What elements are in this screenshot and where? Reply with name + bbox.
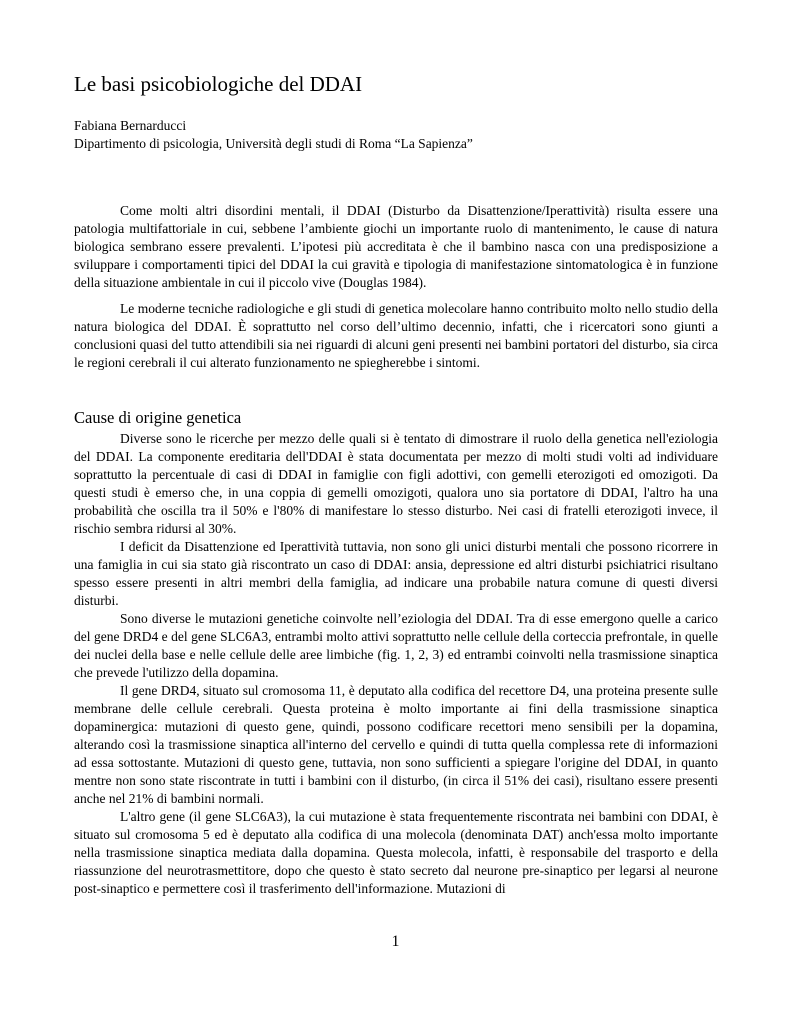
section-heading: Cause di origine genetica: [74, 408, 242, 427]
section-paragraph: Sono diverse le mutazioni genetiche coinvolte nell’eziologia del DDAI. Tra di esse emergono quelle a carico del gene DRD4 e del gene SLC6A3, entrambi molto attivi soprattutto nelle cellule della corteccia prefrontale, in quelle dei nuclei della base e nelle cellule delle aree limbiche (fig. 1, 2, 3) ed entrambi coinvolti nella trasmissione sinaptica che prevede l'utilizzo della dopamina.: [74, 611, 718, 680]
section-paragraph: Il gene DRD4, situato sul cromosoma 11, è deputato alla codifica del recettore D4, una proteina presente sulle membrane delle cellule cerebrali. Questa proteina è molto importante ai fini della trasmissione sinaptica dopaminergica: mutazioni di questo gene, quindi, possono codificare recettori meno sensibili per la dopamina, alterando così la trasmissione sinaptica all'interno del cervello e quindi di tutta quella complessa rete di informazioni ad essa sottostante. Mutazioni di questo gene, tuttavia, non sono sufficienti a spiegare l'origine del DDAI, in quanto mentre non sono state riscontrate in tutti i bambini con il disturbo, (in circa il 51% dei casi), risultano essere presenti anche nel 21% di bambini normali.: [74, 683, 718, 806]
intro-paragraph: Le moderne tecniche radiologiche e gli studi di genetica molecolare hanno contribuito molto nello studio della natura biologica del DDAI. È soprattutto nel corso dell’ultimo decennio, infatti, che i ricercatori sono giunti a conclusioni quasi del tutto attendibili sia nei riguardi di alcuni geni presenti nei bambini portatori del disturbo, sia circa le regioni cerebrali il cui alterato funzionamento ne spiegherebbe i sintomi.: [74, 301, 718, 370]
paper-title: Le basi psicobiologiche del DDAI: [74, 72, 363, 96]
author-name: Fabiana Bernarducci: [74, 118, 187, 133]
author-affiliation: Dipartimento di psicologia, Università degli studi di Roma “La Sapienza”: [74, 136, 473, 151]
section-paragraph: Diverse sono le ricerche per mezzo delle quali si è tentato di dimostrare il ruolo della genetica nell'eziologia del DDAI. La componente ereditaria dell'DDAI è stata documentata per mezzo di molti studi volti ad individuare soprattutto la percentuale di casi di DDAI in famiglie con figli adottivi, con gemelli eterozigoti ed omozigoti. Da questi studi è emerso che, in una coppia di gemelli omozigoti, qualora uno sia portatore di DDAI, l'altro ha una probabilità che oscilla tra il 50% e l'80% di manifestare lo stesso disturbo. Nei casi di fratelli eterozigoti invece, il rischio sembra ridursi al 30%.: [74, 431, 718, 536]
page-number: 1: [391, 933, 400, 950]
section-paragraph: I deficit da Disattenzione ed Iperattività tuttavia, non sono gli unici disturbi mentali che possono ricorrere in una famiglia in cui sia stato già riscontrato un caso di DDAI: ansia, depressione ed altri disturbi psichiatrici risultano spesso essere presenti in altri membri della famiglia, ad indicare una probabile natura comune di questi diversi disturbi.: [74, 539, 718, 608]
section-paragraph: L'altro gene (il gene SLC6A3), la cui mutazione è stata frequentemente riscontrata nei bambini con DDAI, è situato sul cromosoma 5 ed è deputato alla codifica di una molecola (denominata DAT) anch'essa molto importante nella trasmissione sinaptica mediata dalla dopamina. Questa molecola, infatti, è responsabile del trasporto e della riassunzione del neurotrasmettitore, dopo che questo è stato secreto dal neurone pre-sinaptico per legarsi al neurone post-sinaptico e permettere così il trasferimento dell'informazione. Mutazioni di: [74, 809, 718, 896]
intro-paragraph: Come molti altri disordini mentali, il DDAI (Disturbo da Disattenzione/Iperattività) risulta essere una patologia multifattoriale in cui, sebbene l’ambiente giochi un importante ruolo di mantenimento, le cause di natura biologica sembrano essere prevalenti. L’ipotesi più accreditata è che il bambino nasca con una predisposizione a sviluppare i comportamenti tipici del DDAI la cui gravità e tipologia di manifestazione sintomatologica è in funzione della situazione ambientale in cui il piccolo vive (Douglas 1984).: [74, 203, 718, 290]
